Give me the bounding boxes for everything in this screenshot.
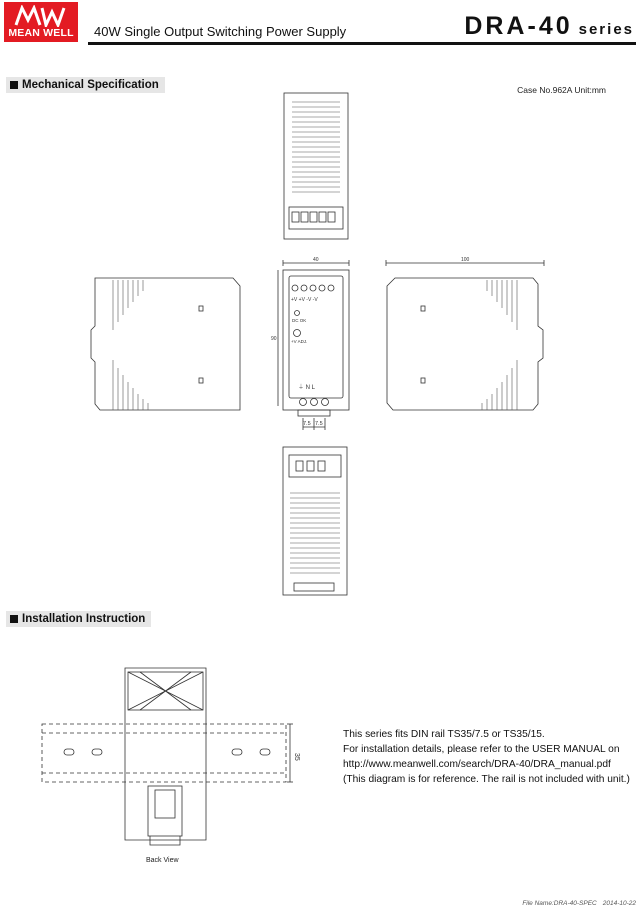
right-side-view — [386, 257, 544, 410]
manual-link[interactable]: http://www.meanwell.com/search/DRA-40/DRA_manual.pdf — [343, 759, 611, 770]
height-dimension: 90 — [271, 336, 277, 342]
pitch-dimension-2: 7.5 — [315, 421, 323, 427]
dc-ok-label: DC OK — [292, 318, 307, 323]
v-adj-knob — [294, 330, 301, 337]
top-terminals — [292, 285, 334, 291]
depth-dimension: 100 — [461, 257, 470, 263]
logo-text: MEAN WELL — [8, 27, 74, 39]
product-title: 40W Single Output Switching Power Supply — [94, 24, 347, 39]
footer-file-name: File Name:DRA-40-SPEC — [522, 900, 597, 907]
installation-text — [343, 727, 630, 787]
install-line-4: (This diagram is for reference. The rail is not included with unit.) — [343, 774, 630, 785]
bottom-terminal-labels: ⏚ N L — [298, 385, 316, 391]
top-view-fins — [292, 102, 340, 192]
model-name: DRA-40 — [464, 12, 573, 40]
install-line-1: This series fits DIN rail TS35/7.5 or TS35/15. — [343, 729, 545, 740]
din-rail-back-view — [42, 668, 300, 845]
bottom-terminals — [300, 399, 329, 406]
bottom-view — [283, 447, 347, 595]
footer — [522, 900, 636, 907]
right-side-fins — [482, 280, 517, 410]
left-side-fins — [113, 280, 148, 410]
series-label: series — [578, 21, 634, 38]
section-bullet-icon — [10, 615, 18, 623]
installation-section-label: Installation Instruction — [22, 613, 146, 625]
top-terminal-labels: +V +V -V -V — [291, 297, 318, 303]
install-line-2: For installation details, please refer to the USER MANUAL on — [343, 744, 620, 755]
dc-ok-led — [295, 311, 300, 316]
top-view — [284, 93, 348, 239]
case-info: Case No.962A Unit:mm — [517, 85, 606, 95]
back-view-label: Back View — [146, 857, 179, 864]
pitch-dimension-1: 7.5 — [303, 421, 311, 427]
mechanical-section-label: Mechanical Specification — [22, 79, 159, 91]
installation-section-title — [6, 611, 151, 627]
rail-dimension: 35 — [293, 753, 300, 761]
front-view — [271, 257, 349, 430]
bottom-view-fins — [290, 493, 340, 573]
v-adj-label: +V ADJ. — [291, 339, 308, 344]
width-dimension: 40 — [313, 257, 319, 263]
left-side-view — [91, 278, 240, 410]
footer-date: 2014-10-22 — [602, 900, 636, 907]
din-rail — [42, 724, 286, 782]
